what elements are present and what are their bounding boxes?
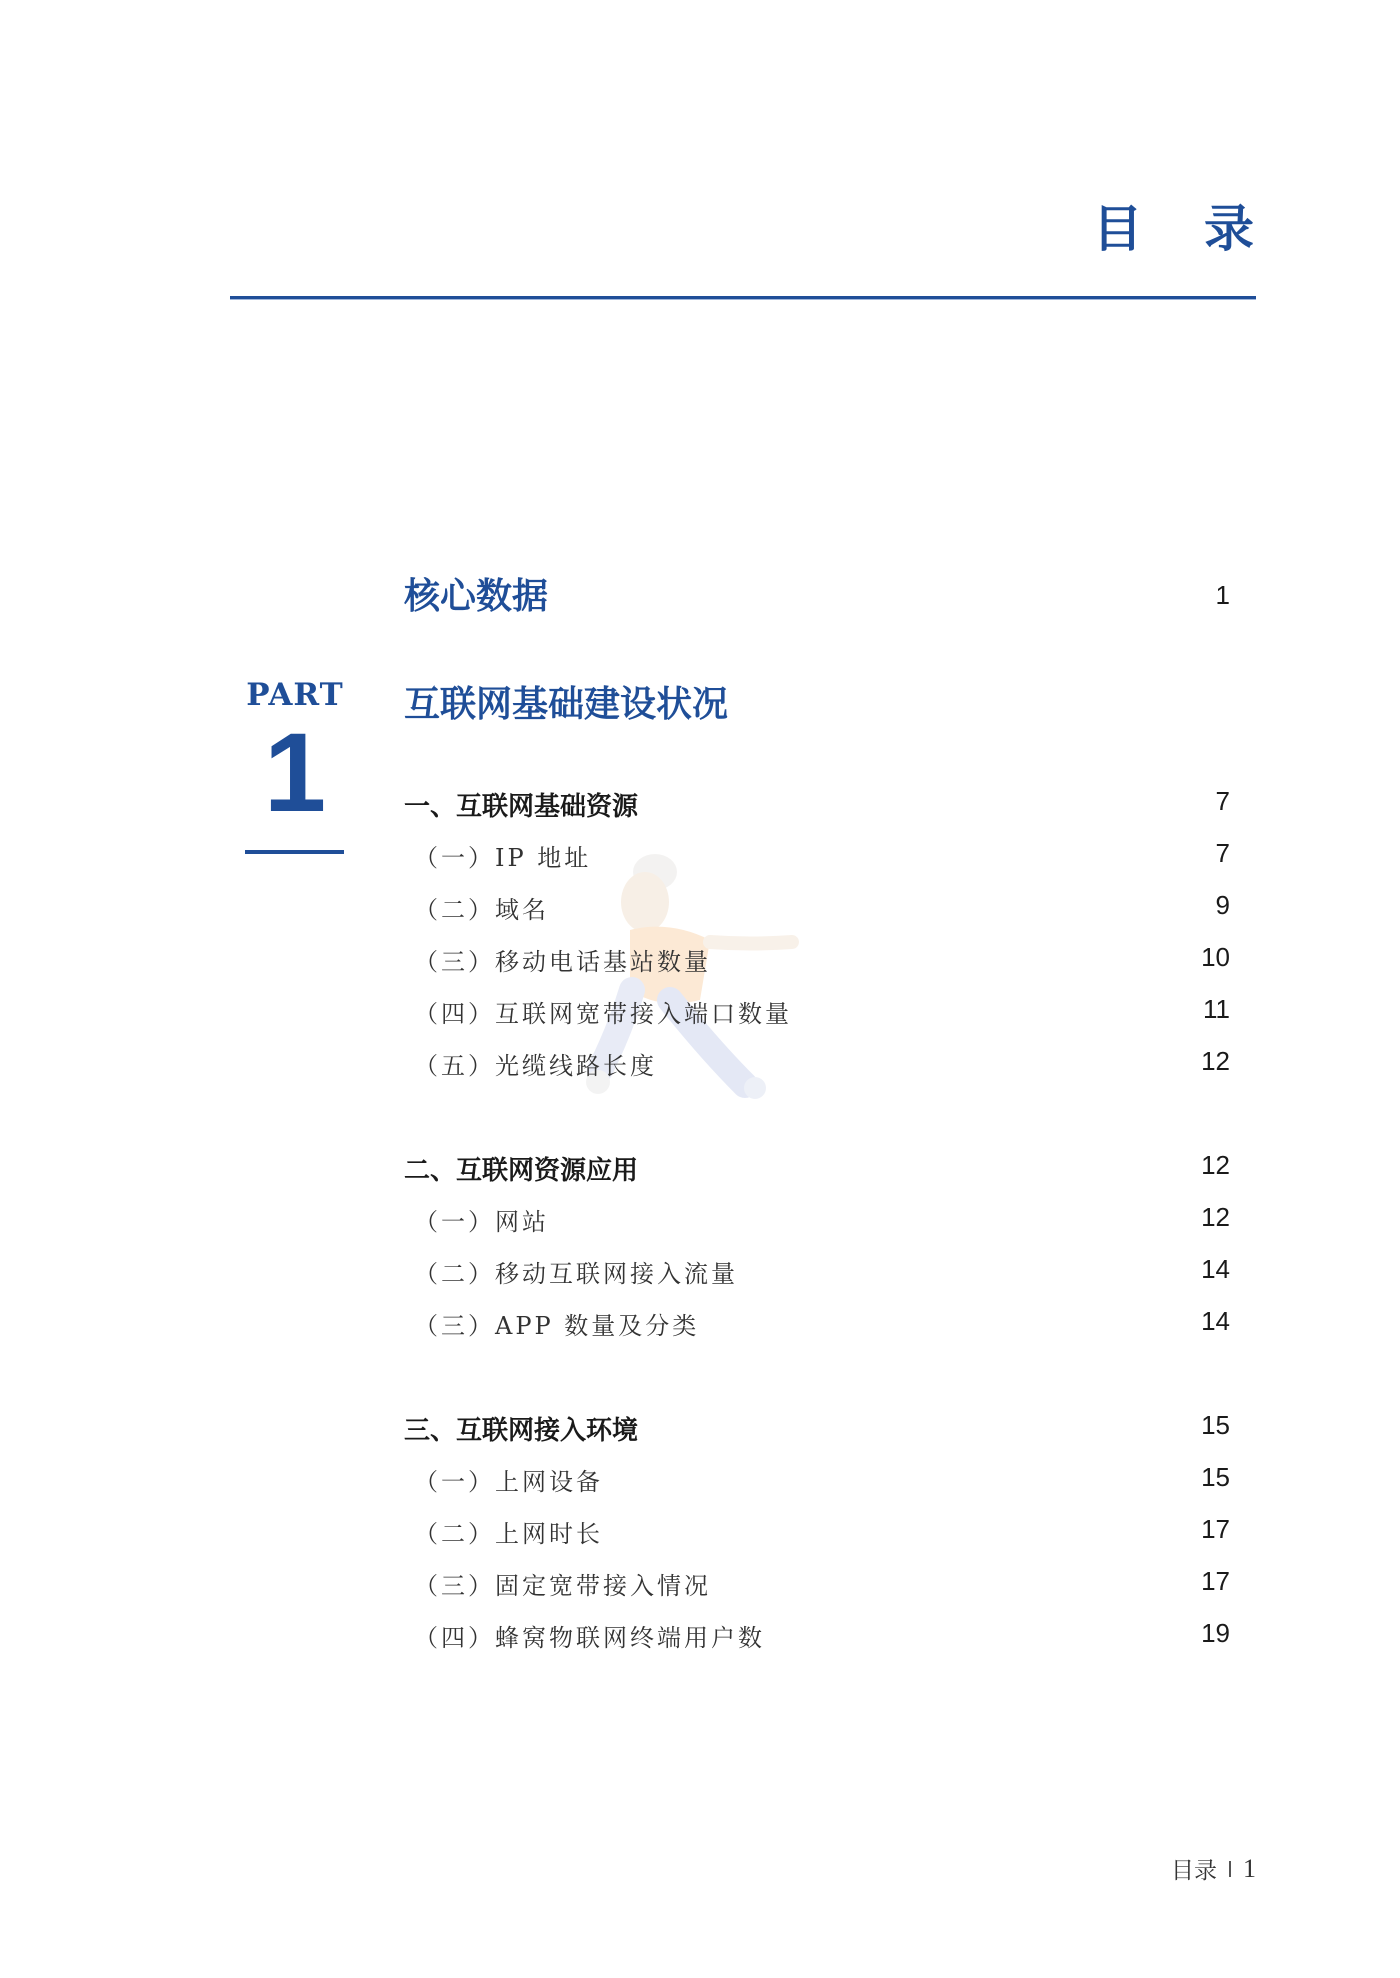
part-divider xyxy=(245,850,344,854)
toc-label: 一、互联网基础资源 xyxy=(404,792,639,822)
toc-page: 1 xyxy=(1215,580,1230,610)
part-badge xyxy=(240,677,350,835)
toc-page: 7 xyxy=(1215,786,1230,816)
part-label: PART xyxy=(246,677,344,713)
toc-label: 互联网基础建设状况 xyxy=(404,684,729,725)
toc-page: 17 xyxy=(1201,1514,1230,1544)
toc-label: （二）上网时长 xyxy=(414,1520,603,1548)
toc-label: （五）光缆线路长度 xyxy=(414,1052,657,1080)
toc-label: （一）网站 xyxy=(414,1208,549,1236)
toc-page: 12 xyxy=(1201,1046,1230,1076)
toc-label: （一）上网设备 xyxy=(414,1468,603,1496)
toc-label: 三、互联网接入环境 xyxy=(404,1416,639,1446)
toc-page: 15 xyxy=(1201,1462,1230,1492)
page-title: 目 录 xyxy=(1092,200,1276,258)
toc-page: 17 xyxy=(1201,1566,1230,1596)
toc-label: 核心数据 xyxy=(404,576,549,617)
part-number: 1 xyxy=(263,710,327,835)
footer-label: 目录 xyxy=(1171,1858,1217,1884)
toc-label: （一）IP 地址 xyxy=(414,844,592,872)
toc-label: （四）蜂窝物联网终端用户数 xyxy=(414,1624,765,1652)
toc-label: 二、互联网资源应用 xyxy=(404,1156,639,1186)
toc-page: 9 xyxy=(1215,890,1230,920)
toc-page: 14 xyxy=(1201,1306,1230,1336)
toc-label: （三）移动电话基站数量 xyxy=(414,948,711,976)
toc-label: （三）固定宽带接入情况 xyxy=(414,1572,711,1600)
toc-label: （二）移动互联网接入流量 xyxy=(414,1260,738,1288)
title-divider xyxy=(230,296,1256,300)
toc-page: 14 xyxy=(1201,1254,1230,1284)
toc-label: （二）域名 xyxy=(414,896,549,924)
toc-page: 12 xyxy=(1201,1150,1230,1180)
page-footer xyxy=(1171,1852,1256,1885)
toc-page: 11 xyxy=(1203,994,1230,1024)
toc-page: 12 xyxy=(1201,1202,1230,1232)
toc-label: （三）APP 数量及分类 xyxy=(414,1312,700,1340)
toc-page: 19 xyxy=(1201,1618,1230,1648)
toc-page: 10 xyxy=(1201,942,1230,972)
toc-page: 7 xyxy=(1215,838,1230,868)
page-number: 1 xyxy=(1243,1853,1256,1883)
toc-page: 15 xyxy=(1201,1410,1230,1440)
footer-divider xyxy=(1229,1861,1231,1877)
runner-illustration-icon xyxy=(560,850,860,1130)
toc-label: （四）互联网宽带接入端口数量 xyxy=(414,1000,792,1028)
